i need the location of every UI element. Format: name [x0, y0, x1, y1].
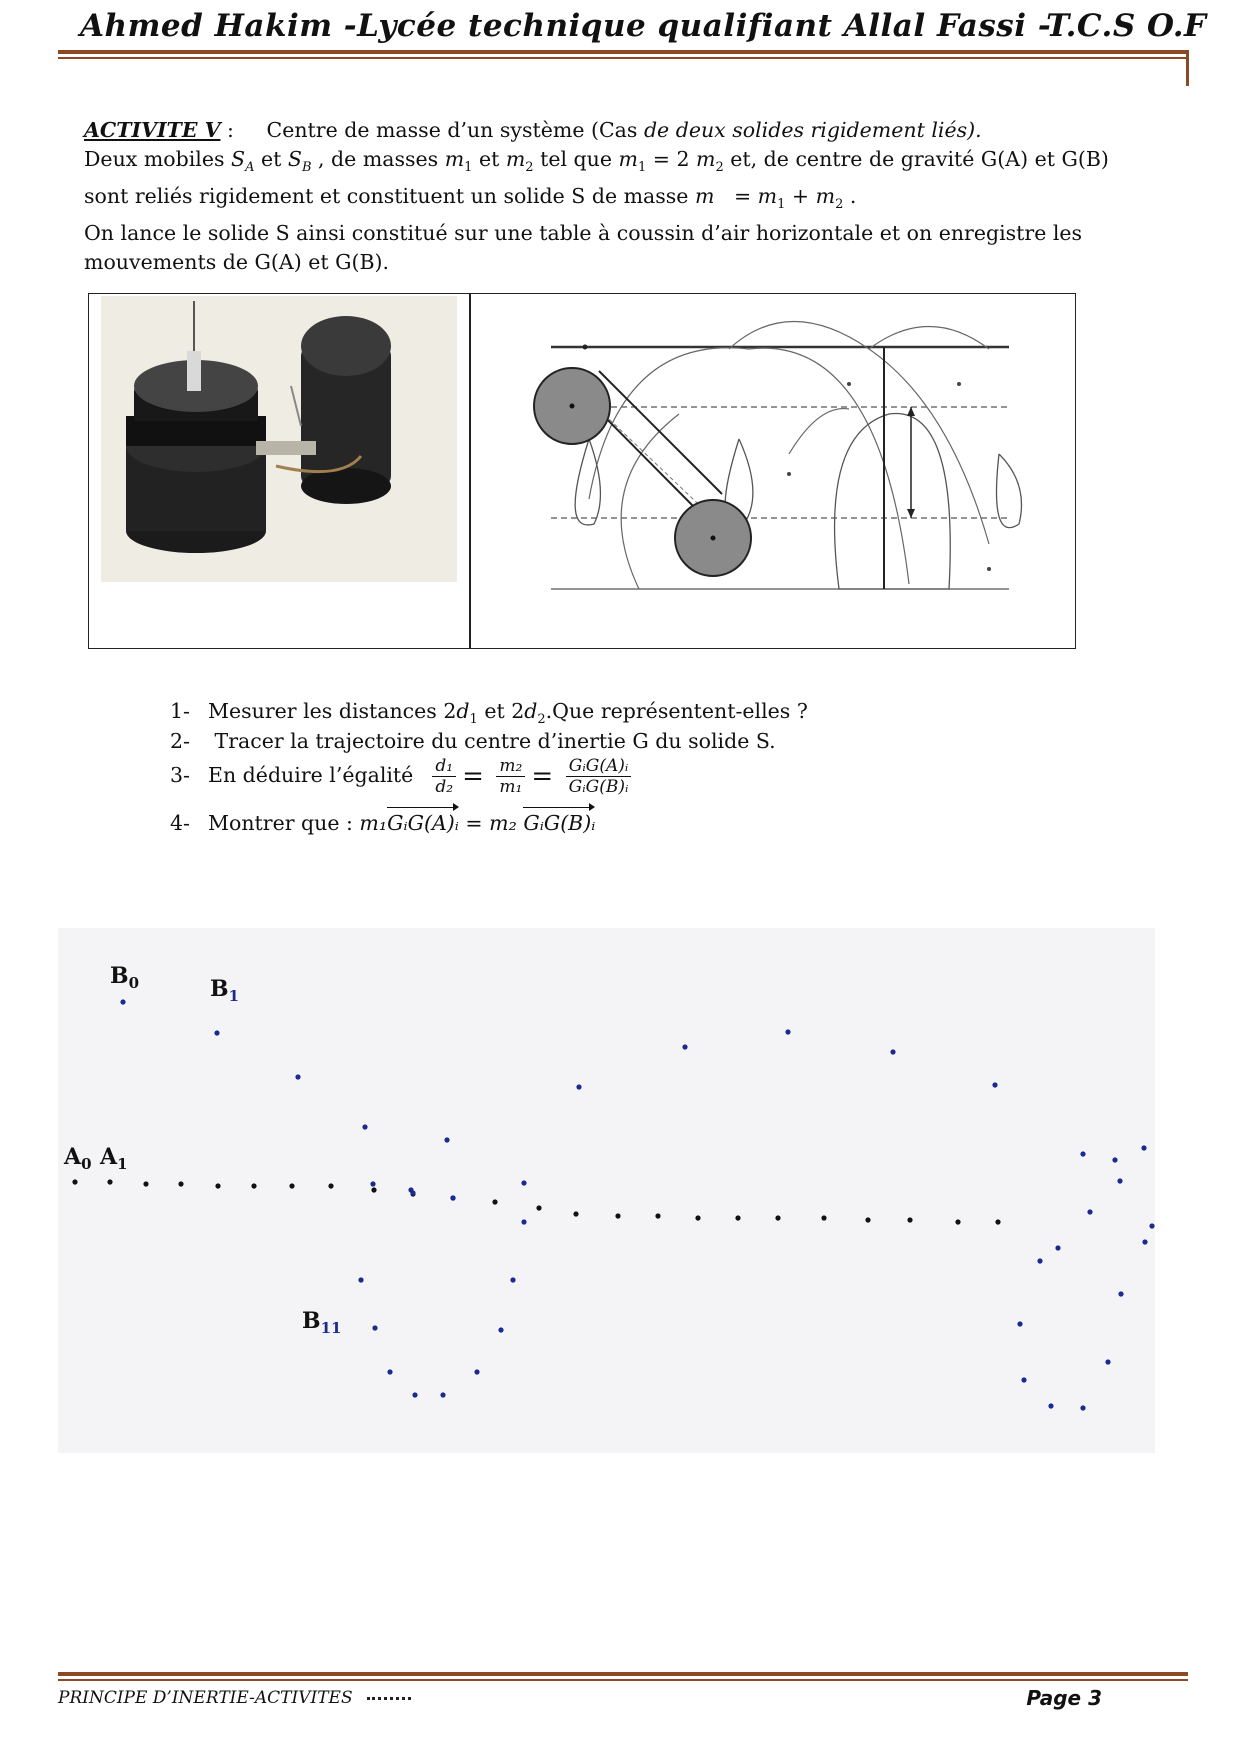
b-dot	[1105, 1359, 1110, 1364]
svg-text:B11: $B_{11}$	[302, 1308, 342, 1337]
a-dot	[955, 1219, 960, 1224]
b-dot	[785, 1029, 790, 1034]
a-dot	[371, 1187, 376, 1192]
a-dot	[907, 1217, 912, 1222]
b-dot	[410, 1190, 415, 1195]
a-dot	[995, 1219, 1000, 1224]
recording-panel	[58, 928, 1155, 1453]
a-dot	[289, 1183, 294, 1188]
a-dot	[215, 1183, 220, 1188]
svg-text:A0: $A_0$	[64, 1144, 92, 1173]
b-dot	[521, 1219, 526, 1224]
b-dot	[444, 1137, 449, 1142]
label-a1: A	[100, 1144, 118, 1170]
a-dot	[251, 1183, 256, 1188]
a-dot	[655, 1213, 660, 1218]
b-dot	[890, 1049, 895, 1054]
svg-text:B1: $B_1$	[210, 976, 240, 1005]
b-dot	[412, 1392, 417, 1397]
a-dot	[536, 1205, 541, 1210]
a-dot	[735, 1215, 740, 1220]
header-rule-thin	[58, 57, 1188, 59]
a-dot	[775, 1215, 780, 1220]
b-dot	[1055, 1245, 1060, 1250]
question-4: 4- Montrer que : m₁GᵢG(A)ᵢ = m₂ GᵢG(B)ᵢ	[170, 808, 1070, 838]
b-dot	[1017, 1321, 1022, 1326]
b-dot	[372, 1325, 377, 1330]
page-number: Page 3	[1026, 1686, 1102, 1710]
a-dot	[573, 1211, 578, 1216]
b-dot	[1112, 1157, 1117, 1162]
a-dot	[107, 1179, 112, 1184]
b-dot	[362, 1124, 367, 1129]
fraction-m: $\frac{\text{m₂}}{\text{m₁}}$	[496, 756, 525, 797]
header-rule	[58, 50, 1188, 54]
activity-colon: :	[220, 118, 234, 142]
b-dot	[1141, 1145, 1146, 1150]
b-dot	[1087, 1209, 1092, 1214]
b-dot	[1080, 1405, 1085, 1410]
activity-title-italic: de deux solides rigidement liés).	[643, 118, 982, 142]
a-dot	[865, 1217, 870, 1222]
b-dot	[295, 1074, 300, 1079]
activity-text	[84, 116, 1164, 277]
a-dot	[178, 1181, 183, 1186]
label-a0: A	[64, 1144, 82, 1170]
b-dot	[450, 1195, 455, 1200]
a-dot	[492, 1199, 497, 1204]
footer-rule-thin	[58, 1679, 1188, 1681]
label-b1: B	[210, 976, 229, 1002]
trajectory-diagram	[489, 304, 1064, 639]
b-dot	[1037, 1258, 1042, 1263]
label-b11: B	[302, 1308, 321, 1334]
activity-title-line	[84, 116, 1164, 145]
page-border-right	[1186, 50, 1189, 86]
question-2: 2- Tracer la trajectoire du centre d’inertie G du solide S.	[170, 729, 776, 753]
page-header-title: Ahmed Hakim -Lycée technique qualifiant Allal Fassi -T.C.S O.F	[80, 8, 1207, 44]
b-dot	[370, 1181, 375, 1186]
footer-rule	[58, 1672, 1188, 1676]
vector-gb: GᵢG(B)ᵢ	[523, 808, 595, 838]
b-dot	[498, 1327, 503, 1332]
activity-paragraph-2: sont reliés rigidement et constituent un solide S de masse $m = m_1 + m_2$ .	[84, 184, 857, 213]
b-dot	[214, 1030, 219, 1035]
b-dot	[120, 999, 125, 1004]
b-dot	[1142, 1239, 1147, 1244]
b-dot	[1048, 1403, 1053, 1408]
a-dot	[695, 1215, 700, 1220]
fraction-g: $\frac{\text{GᵢG(A)ᵢ}}{\text{GᵢG(B)ᵢ}}$	[566, 756, 632, 797]
question-3: 3- En déduire l’égalité $\frac{\text{d₁}}{\text{d₂}}$ = $\frac{\text{m₂}}{\text{m₁}}$ = $\frac{\text{GᵢG(A)ᵢ}}{\text{GᵢG(B)ᵢ}}$	[170, 756, 1070, 808]
air-pucks-photo	[101, 296, 457, 582]
a-dot	[821, 1215, 826, 1220]
figure-box	[88, 293, 1076, 649]
label-b0: B	[110, 963, 129, 989]
b-dot	[992, 1082, 997, 1087]
b-dot	[1021, 1377, 1026, 1382]
vector-ga: GᵢG(A)ᵢ	[387, 808, 459, 838]
a-dot	[615, 1213, 620, 1218]
questions-list	[170, 696, 1070, 838]
b-dot	[358, 1277, 363, 1282]
a-dot	[328, 1183, 333, 1188]
footer-dashes	[367, 1697, 411, 1700]
b-dot	[576, 1084, 581, 1089]
activity-title: Centre de masse d’un système (Cas	[266, 118, 644, 142]
b-dot	[1080, 1151, 1085, 1156]
a-dot	[72, 1179, 77, 1184]
activity-label: ACTIVITE V	[84, 118, 221, 142]
recording-dots	[58, 928, 1155, 1453]
fraction-d: $\frac{\text{d₁}}{\text{d₂}}$	[432, 756, 456, 797]
b-dot	[1118, 1291, 1123, 1296]
b-dot	[510, 1277, 515, 1282]
figure-divider	[469, 294, 471, 648]
b-dot	[387, 1369, 392, 1374]
footer-chapter: PRINCIPE D’INERTIE-ACTIVITES	[58, 1688, 411, 1708]
question-1: 1- Mesurer les distances $2d_1$ et $2d_2.Que$ représentent-elles ?	[170, 699, 808, 728]
b-dot	[474, 1369, 479, 1374]
b-dot	[1117, 1178, 1122, 1183]
activity-paragraph-1: Deux mobiles $S_A$ et $S_B$ , de masses $m_1$ et $m_2$ tel que $m_1 = 2$ $m_2$ et, de centre de gravité G(A) et G(B)	[84, 147, 1109, 176]
activity-paragraph-3: On lance le solide S ainsi constitué sur une table à coussin d’air horizontale et on enregistre les mouvements de G(A) et G(B).	[84, 221, 1083, 275]
b-dot	[682, 1044, 687, 1049]
b-dot	[440, 1392, 445, 1397]
svg-text:A1: $A_1$	[100, 1144, 128, 1173]
svg-text:B0: $B_0$	[110, 963, 140, 992]
b-dot	[521, 1180, 526, 1185]
a-dot	[143, 1181, 148, 1186]
b-dot	[1149, 1223, 1154, 1228]
